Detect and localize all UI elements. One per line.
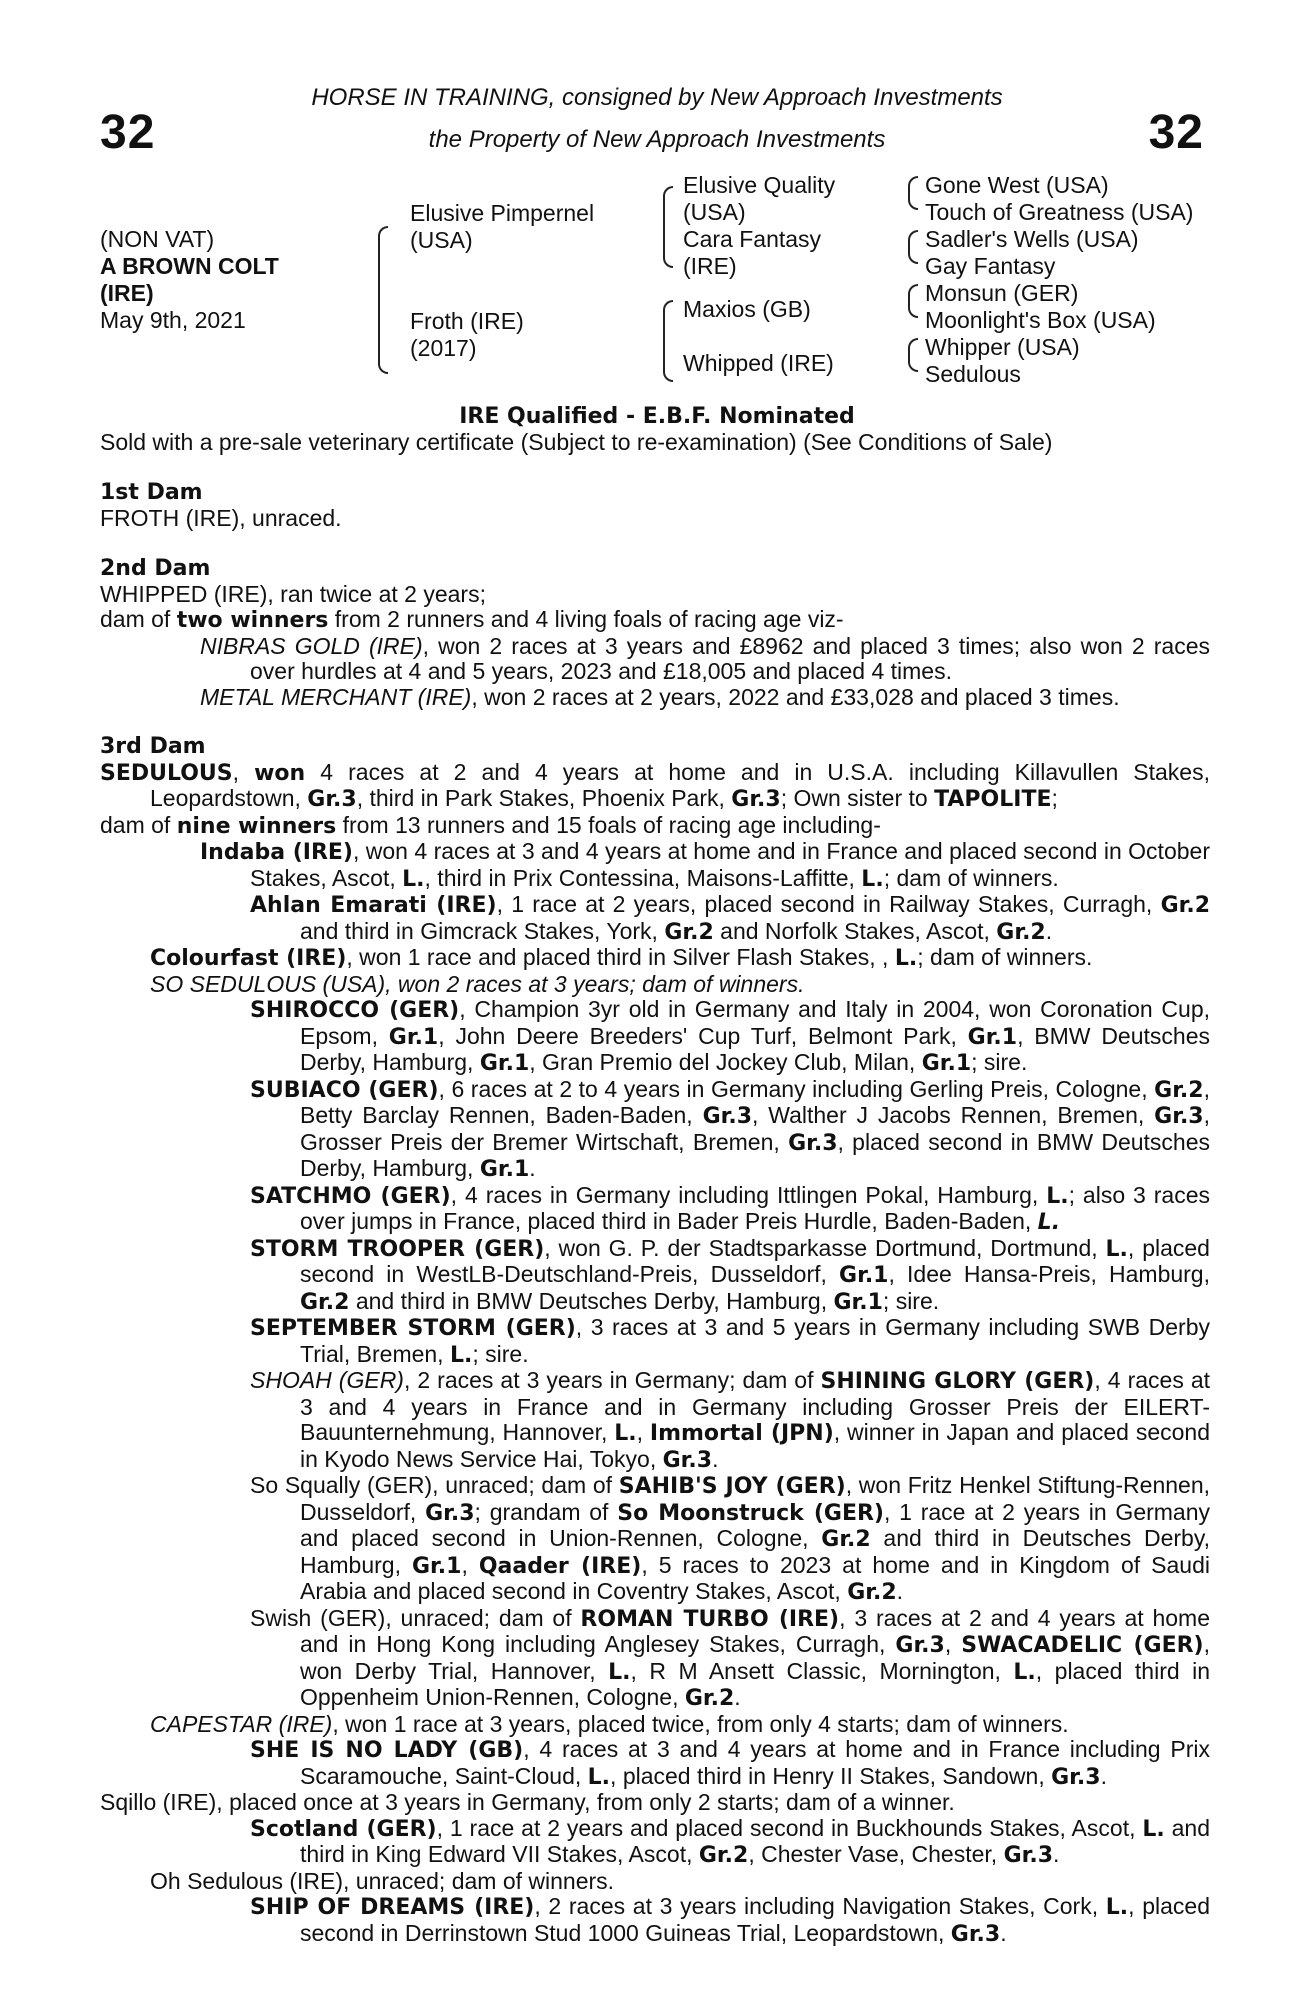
dam-brace — [378, 296, 388, 374]
produce-entry: Colourfast (IRE), won 1 race and placed third in Silver Flash Stakes, , L.; dam of winners. — [150, 944, 1093, 971]
dam-sire-brace — [663, 300, 673, 342]
foaling-date: May 9th, 2021 — [100, 307, 246, 333]
third-dam-section — [100, 734, 1210, 1947]
g3-ancestor: Sedulous — [925, 361, 1021, 387]
second-dam-produce: dam of two winners from 2 runners and 4 living foals of racing age viz- — [100, 606, 844, 633]
lot-number-left: 32 — [100, 106, 156, 159]
g3-ancestor: Gone West (USA) — [925, 172, 1109, 198]
third-dam-record: SEDULOUS, won 4 races at 2 and 4 years at home and in U.S.A. including Killavullen Stakes, Leopardstown, Gr.3, third in Park Stakes, Phoenix Park, Gr.3; Own sister to TAPOLITE; — [100, 758, 1210, 812]
produce-entry: SATCHMO (GER), 4 races in Germany including Ittlingen Pokal, Hamburg, L.; also 3 races over jumps in France, placed third in Bader Preis Hurdle, Baden-Baden, L. — [250, 1181, 1210, 1235]
produce-entry: STORM TROOPER (GER), won G. P. der Stadtsparkasse Dortmund, Dortmund, L., placed second in WestLB-Deutschland-Preis, Dusseldorf, Gr.1, Idee Hansa-Preis, Hamburg, Gr.2 and third in BMW Deutsches Derby, Hamburg, Gr.1; sire. — [250, 1234, 1210, 1315]
consignor-line: HORSE IN TRAINING, consigned by New Approach Investments — [311, 84, 1003, 111]
produce-entry: SEPTEMBER STORM (GER), 3 races at 3 and 5 years in Germany including SWB Derby Trial, Bremen, L.; sire. — [250, 1314, 1210, 1368]
dam-year: (2017) — [410, 335, 477, 361]
produce-entry: SUBIACO (GER), 6 races at 2 to 4 years in Germany including Gerling Preis, Cologne, Gr.2, Betty Barclay Rennen, Baden-Baden, Gr.3, Walther J Jacobs Rennen, Bremen, Gr.3, Grosser Preis der Bremer Wirtschaft, Bremen, Gr.3, placed second in BMW Deutsches Derby, Hamburg, Gr.1. — [250, 1075, 1210, 1182]
produce-entry: NIBRAS GOLD (IRE), won 2 races at 3 years and £8962 and placed 3 times; also won 2 races over hurdles at 4 and 5 years, 2023 and £18,005 and placed 4 times. — [200, 632, 1210, 684]
second-dam-section — [100, 556, 1210, 710]
g3-brace — [908, 194, 918, 210]
produce-entry: SO SEDULOUS (USA), won 2 races at 3 years; dam of winners. — [150, 970, 805, 997]
vat-status: (NON VAT) — [100, 226, 215, 252]
produce-entry: Indaba (IRE), won 4 races at 3 and 4 years at home and in France and placed second in October Stakes, Ascot, L., third in Prix Contessina, Maisons-Laffitte, L.; dam of winners. — [200, 838, 1210, 892]
first-dam-section — [100, 480, 1210, 531]
g3-brace — [908, 338, 918, 358]
produce-entry: SHIP OF DREAMS (IRE), 2 races at 3 years including Navigation Stakes, Cork, L., placed second in Derrinstown Stud 1000 Guineas Trial, Leopardstown, Gr.3. — [250, 1893, 1210, 1947]
g3-ancestor: Moonlight's Box (USA) — [925, 307, 1156, 333]
second-dam-record: WHIPPED (IRE), ran twice at 2 years; — [100, 580, 486, 607]
g3-brace — [908, 356, 918, 372]
produce-entry: Sqillo (IRE), placed once at 3 years in Germany, from only 2 starts; dam of a winner. — [100, 1789, 955, 1815]
produce-entry: So Squally (GER), unraced; dam of SAHIB'S JOY (GER), won Fritz Henkel Stiftung-Rennen, Dusseldorf, Gr.3; grandam of So Moonstruck (GER), 1 race at 2 years in Germany and placed second in Union-Rennen, Cologne, Gr.2 and third in Deutsches Derby, Hamburg, Gr.1, Qaader (IRE), 5 races to 2023 at home and in Kingdom of Saudi Arabia and placed second in Coventry Stakes, Ascot, Gr.2. — [250, 1472, 1211, 1605]
g3-brace — [908, 302, 918, 318]
lot-number-right: 32 — [1148, 106, 1204, 159]
qualification-line: IRE Qualified - E.B.F. Nominated — [459, 404, 855, 429]
produce-entry: METAL MERCHANT (IRE), won 2 races at 2 years, 2022 and £33,028 and placed 3 times. — [200, 683, 1120, 710]
second-dam-heading: 2nd Dam — [100, 556, 211, 581]
sire-dam-brace — [663, 226, 673, 268]
vet-certificate-note: Sold with a pre-sale veterinary certificate (Subject to re-examination) (See Conditions of Sale) — [100, 429, 1053, 455]
sire-brace — [378, 226, 388, 298]
pedigree-table — [0, 172, 1314, 392]
first-dam-heading: 1st Dam — [100, 480, 203, 505]
sire-country: (USA) — [410, 227, 473, 253]
sire-sire: Elusive Quality — [683, 172, 836, 198]
produce-entry: CAPESTAR (IRE), won 1 race at 3 years, placed twice, from only 4 starts; dam of winners. — [150, 1710, 1069, 1737]
dam-dam-brace — [663, 340, 673, 382]
g3-ancestor: Sadler's Wells (USA) — [925, 226, 1139, 252]
produce-entry: SHOAH (GER), 2 races at 3 years in Germany; dam of SHINING GLORY (GER), 4 races at 3 and 4 years in France and in Germany including Grosser Preis der EILERT-Bauunternehmung, Hannover, L., Immortal (JPN), winner in Japan and placed second in Kyodo News Service Hai, Tokyo, Gr.3. — [250, 1367, 1211, 1473]
g3-ancestor: Monsun (GER) — [925, 280, 1079, 306]
property-line: the Property of New Approach Investments — [428, 126, 886, 153]
first-dam-text: FROTH (IRE), unraced. — [100, 504, 342, 531]
dam-name: Froth (IRE) — [410, 308, 524, 334]
sire-name: Elusive Pimpernel — [410, 200, 595, 226]
g3-brace — [908, 284, 918, 304]
produce-entry: Scotland (GER), 1 race at 2 years and placed second in Buckhounds Stakes, Ascot, L. and third in King Edward VII Stakes, Ascot, Gr.2, Chester Vase, Chester, Gr.3. — [250, 1814, 1211, 1868]
produce-entry: Swish (GER), unraced; dam of ROMAN TURBO (IRE), 3 races at 2 and 4 years at home and in Hong Kong including Anglesey Stakes, Curragh, Gr.3, SWACADELIC (GER), won Derby Trial, Hannover, L., R M Ansett Classic, Mornington, L., placed third in Oppenheim Union-Rennen, Cologne, Gr.2. — [250, 1604, 1211, 1711]
g3-brace — [908, 176, 918, 196]
produce-entry: Ahlan Emarati (IRE), 1 race at 2 years, placed second in Railway Stakes, Curragh, Gr.2 and third in Gimcrack Stakes, York, Gr.2 and Norfolk Stakes, Ascot, Gr.2. — [250, 891, 1210, 945]
g3-ancestor: Whipper (USA) — [925, 334, 1080, 360]
dam-sire: Maxios (GB) — [683, 296, 811, 322]
sire-sire-country: (USA) — [683, 199, 746, 225]
third-dam-heading: 3rd Dam — [100, 734, 206, 759]
third-dam-produce: dam of nine winners from 13 runners and 15 foals of racing age including- — [100, 811, 881, 839]
produce-entry: Oh Sedulous (IRE), unraced; dam of winners. — [150, 1867, 615, 1894]
horse-name: A BROWN COLT — [100, 253, 279, 279]
g3-brace — [908, 230, 918, 250]
sire-sire-brace — [663, 186, 673, 228]
horse-country: (IRE) — [100, 280, 154, 306]
g3-ancestor: Touch of Greatness (USA) — [925, 199, 1194, 225]
produce-entry: SHE IS NO LADY (GB), 4 races at 3 and 4 years at home and in France including Prix Scaramouche, Saint-Cloud, L., placed third in Henry II Stakes, Sandown, Gr.3. — [250, 1736, 1210, 1790]
g3-ancestor: Gay Fantasy — [925, 253, 1056, 279]
dam-dam: Whipped (IRE) — [683, 350, 834, 376]
produce-entry: SHIROCCO (GER), Champion 3yr old in Germany and Italy in 2004, won Coronation Cup, Epsom, Gr.1, John Deere Breeders' Cup Turf, Belmont Park, Gr.1, BMW Deutsches Derby, Hamburg, Gr.1, Gran Premio del Jockey Club, Milan, Gr.1; sire. — [250, 996, 1211, 1076]
sire-dam: Cara Fantasy — [683, 226, 822, 252]
g3-brace — [908, 248, 918, 264]
sire-dam-country: (IRE) — [683, 253, 737, 279]
